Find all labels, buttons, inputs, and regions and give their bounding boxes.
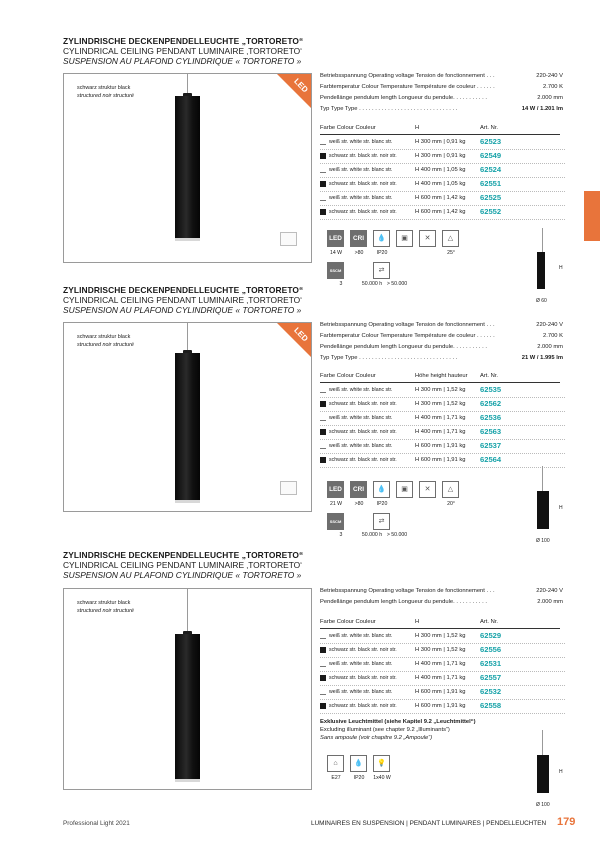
switch-icon: ⇄ (373, 262, 390, 279)
dimension-h-label: H (559, 265, 563, 272)
row-article-number[interactable]: 62524 (480, 165, 502, 174)
finish-label-de: schwarz struktur black (77, 600, 131, 606)
table-header (320, 617, 565, 630)
spec-label: Betriebsspannung Operating voltage Tension de fonctionnement . . . (320, 73, 495, 79)
icon-label: E27 (331, 775, 341, 781)
white-swatch (320, 387, 326, 393)
row-article-number[interactable]: 62563 (480, 427, 502, 436)
icon-label: 50.000 h (361, 281, 383, 287)
spec-list (320, 588, 565, 610)
icon-label: IP20 (353, 775, 365, 781)
spec-row (320, 333, 565, 344)
row-height-weight: H 300 mm | 1,52 kg (415, 647, 466, 653)
led-icon: LED (327, 481, 344, 498)
row-colour: schwarz str. black str. noir str. (329, 401, 397, 407)
table-row (320, 426, 565, 440)
row-height-weight: H 400 mm | 1,71 kg (415, 661, 466, 667)
icon-label: > 50.000 (386, 281, 408, 287)
row-height-weight: H 400 mm | 1,71 kg (415, 415, 466, 421)
row-article-number[interactable]: 62557 (480, 673, 502, 682)
spec-label: Typ Type Type . . . . . . . . . . . . . . . . . . . . . . . . . . . . . . . (320, 355, 458, 361)
spec-label: Typ Type Type . . . . . . . . . . . . . . . . . . . . . . . . . . . . . . . (320, 106, 458, 112)
finish-label-de: schwarz struktur black (77, 334, 131, 340)
row-article-number[interactable]: 62532 (480, 687, 502, 696)
spec-value: 21 W / 1.995 lm (521, 355, 563, 361)
row-colour: schwarz str. black str. noir str. (329, 209, 397, 215)
header-article: Art. Nr. (480, 125, 499, 131)
table-row (320, 700, 565, 714)
spec-row (320, 106, 565, 117)
spec-label: Pendellänge pendulum length Longueur du pendule. . . . . . . . . . . (320, 95, 487, 101)
illuminant-note: Exklusive Leuchtmittel (siehe Kapitel 9.2 „Leuchtmittel“) (320, 719, 476, 725)
spec-label: Farbtemperatur Colour Temperature Température de couleur . . . . . . (320, 333, 495, 339)
row-article-number[interactable]: 62558 (480, 701, 502, 710)
row-height-weight: H 600 mm | 1,91 kg (415, 703, 466, 709)
led-badge-text: LED (292, 325, 310, 344)
row-article-number[interactable]: 62531 (480, 659, 502, 668)
icon-label: >80 (354, 501, 364, 507)
dimension-cylinder (537, 755, 549, 794)
spec-value: 2.000 mm (537, 344, 563, 350)
icon-label: 3 (339, 281, 343, 287)
black-swatch (320, 647, 326, 653)
row-colour: schwarz str. black str. noir str. (329, 429, 397, 435)
row-article-number[interactable]: 62551 (480, 179, 502, 188)
spec-row (320, 73, 565, 84)
table-row (320, 658, 565, 672)
spec-list (320, 73, 565, 117)
header-rule (320, 382, 560, 383)
dimension-diameter-label: Ø 100 (536, 538, 550, 544)
row-height-weight: H 300 mm | 0,91 kg (415, 139, 466, 145)
led-badge-text: LED (292, 76, 310, 95)
row-height-weight: H 600 mm | 1,42 kg (415, 195, 466, 201)
product-photo (63, 73, 312, 263)
table-row (320, 178, 565, 192)
icon-label: 20° (447, 501, 455, 507)
dimension-cord (542, 228, 543, 252)
header-height: H (415, 125, 420, 131)
product-title-fr: SUSPENSION AU PLAFOND CYLINDRIQUE « TORTORETO » (63, 305, 302, 315)
spec-row (320, 355, 565, 366)
dimension-cord (542, 730, 543, 755)
product-photo (63, 588, 312, 790)
icon-label: 25° (447, 250, 455, 256)
article-table (320, 617, 565, 714)
bulb-icon: 💡 (373, 755, 390, 772)
table-row (320, 384, 565, 398)
illuminant-note: Sans ampoule (voir chapitre 9.2 „Ampoule“) (320, 735, 433, 741)
chapter-tab (584, 191, 600, 241)
pendant-cylinder (175, 634, 200, 782)
product-title-en: CYLINDRICAL CEILING PENDANT LUMINAIRE ‚TORTORETO‘ (63, 560, 303, 570)
energy-label-icon (280, 232, 297, 246)
spec-label: Farbtemperatur Colour Temperature Température de couleur . . . . . . (320, 84, 495, 90)
header-article: Art. Nr. (480, 619, 499, 625)
spec-label: Pendellänge pendulum length Longueur du pendule. . . . . . . . . . . (320, 599, 487, 605)
black-swatch (320, 153, 326, 159)
row-colour: weiß str. white str. blanc str. (329, 633, 393, 639)
white-swatch (320, 415, 326, 421)
row-article-number[interactable]: 62535 (480, 385, 502, 394)
table-row (320, 398, 565, 412)
header-rule (320, 134, 560, 135)
spec-label: Betriebsspannung Operating voltage Tension de fonctionnement . . . (320, 322, 495, 328)
spec-row (320, 344, 565, 355)
table-row (320, 454, 565, 468)
row-height-weight: H 400 mm | 1,05 kg (415, 167, 466, 173)
pendant-cylinder (175, 353, 200, 503)
row-colour: schwarz str. black str. noir str. (329, 703, 397, 709)
table-row (320, 206, 565, 220)
white-swatch (320, 689, 326, 695)
spec-value: 220-240 V (536, 73, 563, 79)
dimension-diameter-label: Ø 60 (536, 298, 547, 304)
table-row (320, 150, 565, 164)
spec-row (320, 599, 565, 610)
black-swatch (320, 457, 326, 463)
row-height-weight: H 600 mm | 1,91 kg (415, 689, 466, 695)
row-colour: weiß str. white str. blanc str. (329, 689, 393, 695)
spec-value: 220-240 V (536, 588, 563, 594)
beam-angle-icon: △ (442, 481, 459, 498)
row-article-number[interactable]: 62552 (480, 207, 502, 216)
footer-brand: Professional Light 2021 (63, 820, 130, 827)
header-colour: Farbe Colour Couleur (320, 619, 376, 625)
product-title-en: CYLINDRICAL CEILING PENDANT LUMINAIRE ‚TORTORETO‘ (63, 295, 303, 305)
row-height-weight: H 400 mm | 1,05 kg (415, 181, 466, 187)
icon-label: IP20 (376, 501, 388, 507)
dimension-cord (542, 466, 543, 491)
ssc-icon: SSCM (327, 262, 344, 279)
spec-value: 2.700 K (543, 333, 563, 339)
spec-label: Betriebsspannung Operating voltage Tension de fonctionnement . . . (320, 588, 495, 594)
icon-label: 21 W (329, 501, 343, 507)
spec-row (320, 95, 565, 106)
row-colour: schwarz str. black str. noir str. (329, 675, 397, 681)
table-row (320, 686, 565, 700)
header-height: Höhe height hauteur (415, 373, 468, 379)
finish-label-fr: structured noir structuré (77, 342, 134, 348)
ssc-icon: SSCM (327, 513, 344, 530)
no-dimmer-icon: ✕ (419, 481, 436, 498)
row-colour: schwarz str. black str. noir str. (329, 181, 397, 187)
icon-label: 14 W (329, 250, 343, 256)
white-swatch (320, 167, 326, 173)
table-row (320, 412, 565, 426)
black-swatch (320, 209, 326, 215)
spec-value: 220-240 V (536, 322, 563, 328)
row-article-number[interactable]: 62536 (480, 413, 502, 422)
row-colour: weiß str. white str. blanc str. (329, 139, 393, 145)
row-height-weight: H 600 mm | 1,42 kg (415, 209, 466, 215)
pendant-diffuser (175, 779, 200, 782)
spec-label: Pendellänge pendulum length Longueur du pendule. . . . . . . . . . . (320, 344, 487, 350)
row-article-number[interactable]: 62549 (480, 151, 502, 160)
spec-list (320, 322, 565, 366)
cri-icon: CRI (350, 230, 367, 247)
finish-label-fr: structured noir structuré (77, 93, 134, 99)
row-colour: schwarz str. black str. noir str. (329, 457, 397, 463)
dimension-h-label: H (559, 504, 563, 511)
header-article: Art. Nr. (480, 373, 499, 379)
row-colour: weiß str. white str. blanc str. (329, 387, 393, 393)
product-title-de: ZYLINDRISCHE DECKENPENDELLEUCHTE „TORTORETO“ (63, 36, 304, 46)
article-table (320, 371, 565, 468)
beam-angle-icon: △ (442, 230, 459, 247)
table-row (320, 672, 565, 686)
row-article-number[interactable]: 62564 (480, 455, 502, 464)
table-row (320, 164, 565, 178)
icon-label: 1x40 W (373, 775, 391, 781)
header-rule (320, 628, 560, 629)
row-colour: weiß str. white str. blanc str. (329, 195, 393, 201)
spec-row (320, 84, 565, 95)
finish-label-de: schwarz struktur black (77, 85, 131, 91)
icon-label: IP20 (376, 250, 388, 256)
icon-label: 3 (339, 532, 343, 538)
table-row (320, 440, 565, 454)
spec-row (320, 322, 565, 333)
pendant-diffuser (175, 500, 200, 503)
row-height-weight: H 300 mm | 1,52 kg (415, 401, 466, 407)
header-height: H (415, 619, 420, 625)
row-colour: schwarz str. black str. noir str. (329, 647, 397, 653)
black-swatch (320, 181, 326, 187)
spec-value: 2.000 mm (537, 95, 563, 101)
drop-icon: 💧 (373, 230, 390, 247)
dimension-cylinder (537, 491, 549, 530)
dimension-h-label: H (559, 768, 563, 775)
row-article-number[interactable]: 62525 (480, 193, 502, 202)
icon-label: >80 (354, 250, 364, 256)
row-colour: weiß str. white str. blanc str. (329, 415, 393, 421)
row-height-weight: H 400 mm | 1,71 kg (415, 429, 466, 435)
black-swatch (320, 401, 326, 407)
class-icon: ▣ (396, 481, 413, 498)
row-colour: weiß str. white str. blanc str. (329, 167, 393, 173)
product-title-de: ZYLINDRISCHE DECKENPENDELLEUCHTE „TORTORETO“ (63, 285, 304, 295)
row-article-number[interactable]: 62556 (480, 645, 502, 654)
table-row (320, 192, 565, 206)
header-colour: Farbe Colour Couleur (320, 125, 376, 131)
page-number: 179 (557, 816, 576, 828)
spec-row (320, 588, 565, 599)
header-colour: Farbe Colour Couleur (320, 373, 376, 379)
pendant-diffuser (175, 238, 200, 241)
product-title-fr: SUSPENSION AU PLAFOND CYLINDRIQUE « TORTORETO » (63, 56, 302, 66)
led-icon: LED (327, 230, 344, 247)
spec-value: 2.700 K (543, 84, 563, 90)
illuminant-note: Excluding illuminant (see chapter 9.2 „Illuminants“) (320, 727, 450, 733)
black-swatch (320, 675, 326, 681)
class-icon: ▣ (396, 230, 413, 247)
row-article-number[interactable]: 62529 (480, 631, 502, 640)
row-colour: schwarz str. black str. noir str. (329, 153, 397, 159)
product-title-fr: SUSPENSION AU PLAFOND CYLINDRIQUE « TORTORETO » (63, 570, 302, 580)
row-height-weight: H 600 mm | 1,91 kg (415, 457, 466, 463)
icon-label: > 50.000 (386, 532, 408, 538)
cri-icon: CRI (350, 481, 367, 498)
white-swatch (320, 195, 326, 201)
row-article-number[interactable]: 62562 (480, 399, 502, 408)
row-height-weight: H 300 mm | 0,91 kg (415, 153, 466, 159)
article-table (320, 123, 565, 220)
row-height-weight: H 600 mm | 1,91 kg (415, 443, 466, 449)
white-swatch (320, 443, 326, 449)
table-row (320, 136, 565, 150)
row-height-weight: H 400 mm | 1,71 kg (415, 675, 466, 681)
spec-value: 14 W / 1.201 lm (521, 106, 563, 112)
pendant-cord (187, 589, 188, 634)
row-article-number[interactable]: 62523 (480, 137, 502, 146)
no-dimmer-icon: ✕ (419, 230, 436, 247)
finish-label-fr: structured noir structuré (77, 608, 134, 614)
table-header (320, 371, 565, 384)
footer-section: LUMINAIRES EN SUSPENSION | PENDANT LUMINAIRES | PENDELLEUCHTEN (311, 820, 547, 827)
white-swatch (320, 661, 326, 667)
icon-label: 50.000 h (361, 532, 383, 538)
pendant-cylinder (175, 96, 200, 241)
energy-label-icon (280, 481, 297, 495)
white-swatch (320, 633, 326, 639)
switch-icon: ⇄ (373, 513, 390, 530)
drop-icon: 💧 (350, 755, 367, 772)
table-row (320, 630, 565, 644)
spec-value: 2.000 mm (537, 599, 563, 605)
product-title-de: ZYLINDRISCHE DECKENPENDELLEUCHTE „TORTORETO“ (63, 550, 304, 560)
product-title-en: CYLINDRICAL CEILING PENDANT LUMINAIRE ‚TORTORETO‘ (63, 46, 303, 56)
black-swatch (320, 703, 326, 709)
dimension-cylinder (537, 252, 545, 289)
socket-icon: ⌂ (327, 755, 344, 772)
pendant-cord (187, 323, 188, 353)
table-header (320, 123, 565, 136)
row-colour: weiß str. white str. blanc str. (329, 443, 393, 449)
drop-icon: 💧 (373, 481, 390, 498)
black-swatch (320, 429, 326, 435)
row-height-weight: H 300 mm | 1,52 kg (415, 387, 466, 393)
row-height-weight: H 300 mm | 1,52 kg (415, 633, 466, 639)
table-row (320, 644, 565, 658)
row-colour: weiß str. white str. blanc str. (329, 661, 393, 667)
row-article-number[interactable]: 62537 (480, 441, 502, 450)
dimension-diameter-label: Ø 100 (536, 802, 550, 808)
product-photo (63, 322, 312, 512)
white-swatch (320, 139, 326, 145)
